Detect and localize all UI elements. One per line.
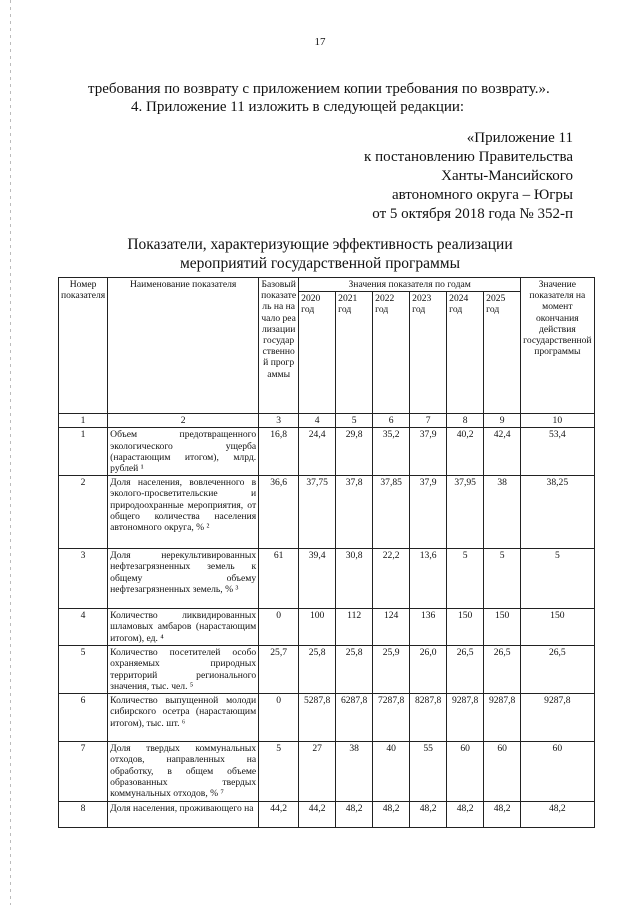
row-2021: 112 <box>336 609 373 646</box>
row-2022: 40 <box>373 742 410 802</box>
row-2020: 44,2 <box>299 802 336 828</box>
col-number: 9 <box>484 414 521 428</box>
row-name: Доля населения, проживающего на <box>108 802 259 828</box>
header-year-2022: 2022 год <box>373 292 410 414</box>
row-base: 16,8 <box>259 428 299 476</box>
row-name: Количество выпущенной молоди сибирского осетра (нарастающим итогом), тыс. шт. ⁶ <box>108 694 259 742</box>
title-line-2: мероприятий государственной программы <box>179 255 461 272</box>
row-number: 6 <box>59 694 108 742</box>
col-number: 1 <box>59 414 108 428</box>
table-row <box>59 609 595 646</box>
header-year-2021: 2021 год <box>336 292 373 414</box>
row-number: 3 <box>59 549 108 609</box>
row-2020: 25,8 <box>299 646 336 694</box>
column-numbers-row <box>59 414 595 428</box>
header-final: Значение показателя на момент окончания действия государственной программы <box>521 278 594 414</box>
table-row <box>59 476 595 549</box>
appendix-line-1: «Приложение 11 <box>466 130 573 146</box>
row-2020: 37,75 <box>299 476 336 549</box>
row-2025: 9287,8 <box>484 694 521 742</box>
row-2021: 48,2 <box>336 802 373 828</box>
row-2025: 60 <box>484 742 521 802</box>
row-2021: 25,8 <box>336 646 373 694</box>
row-name: Количество посетителей особо охраняемых природных территорий регионального значения, тыс. чел. ⁵ <box>108 646 259 694</box>
appendix-line-4: автономного округа – Югры <box>391 187 573 203</box>
table-row <box>59 428 595 476</box>
row-2024: 37,95 <box>447 476 484 549</box>
row-final: 26,5 <box>521 646 594 694</box>
header-name: Наименование показателя <box>108 278 259 414</box>
appendix-line-3: Ханты-Мансийского <box>441 168 573 184</box>
row-2021: 37,8 <box>336 476 373 549</box>
row-2023: 13,6 <box>410 549 447 609</box>
row-2024: 9287,8 <box>447 694 484 742</box>
table-row <box>59 694 595 742</box>
row-2024: 150 <box>447 609 484 646</box>
row-number: 7 <box>59 742 108 802</box>
intro-line-2: 4. Приложение 11 изложить в следующей редакции: <box>131 99 465 115</box>
row-2024: 48,2 <box>447 802 484 828</box>
row-number: 1 <box>59 428 108 476</box>
table-row <box>59 802 595 828</box>
scan-edge <box>10 0 11 905</box>
col-number: 10 <box>521 414 594 428</box>
row-2022: 37,85 <box>373 476 410 549</box>
row-number: 5 <box>59 646 108 694</box>
page-number: 17 <box>314 36 326 48</box>
intro-line-1: требования по возврату с приложением копии требования по возврату.». <box>88 81 550 97</box>
appendix-line-5: от 5 октября 2018 года № 352-п <box>372 206 573 222</box>
col-number: 8 <box>447 414 484 428</box>
row-2024: 40,2 <box>447 428 484 476</box>
row-2022: 7287,8 <box>373 694 410 742</box>
header-row-1 <box>59 278 595 292</box>
row-name: Доля нерекультивированных нефтезагрязненных земель к общему объему нефтезагрязненных земель, % ³ <box>108 549 259 609</box>
header-number: Номер показателя <box>59 278 108 414</box>
row-final: 60 <box>521 742 594 802</box>
row-final: 9287,8 <box>521 694 594 742</box>
row-2022: 22,2 <box>373 549 410 609</box>
header-year-2020: 2020 год <box>299 292 336 414</box>
table-row <box>59 549 595 609</box>
row-final: 5 <box>521 549 594 609</box>
row-2021: 30,8 <box>336 549 373 609</box>
row-base: 36,6 <box>259 476 299 549</box>
header-year-2025: 2025 год <box>484 292 521 414</box>
row-2021: 6287,8 <box>336 694 373 742</box>
col-number: 3 <box>259 414 299 428</box>
col-number: 5 <box>336 414 373 428</box>
row-name: Количество ликвидированных шламовых амбаров (нарастающим итогом), ед. ⁴ <box>108 609 259 646</box>
row-2025: 26,5 <box>484 646 521 694</box>
row-base: 25,7 <box>259 646 299 694</box>
row-base: 0 <box>259 609 299 646</box>
row-base: 44,2 <box>259 802 299 828</box>
col-number: 2 <box>108 414 259 428</box>
row-final: 53,4 <box>521 428 594 476</box>
table-row <box>59 646 595 694</box>
row-2023: 48,2 <box>410 802 447 828</box>
row-base: 5 <box>259 742 299 802</box>
row-2025: 150 <box>484 609 521 646</box>
row-number: 8 <box>59 802 108 828</box>
row-number: 2 <box>59 476 108 549</box>
row-2024: 5 <box>447 549 484 609</box>
row-name: Объем предотвращенного экологического ущерба (нарастающим итогом), млрд. рублей ¹ <box>108 428 259 476</box>
appendix-line-2: к постановлению Правительства <box>364 149 573 165</box>
row-2020: 24,4 <box>299 428 336 476</box>
row-number: 4 <box>59 609 108 646</box>
row-2020: 27 <box>299 742 336 802</box>
title-line-1: Показатели, характеризующие эффективность реализации <box>127 236 513 253</box>
row-2020: 100 <box>299 609 336 646</box>
row-2023: 37,9 <box>410 476 447 549</box>
row-2022: 48,2 <box>373 802 410 828</box>
row-2025: 38 <box>484 476 521 549</box>
row-2023: 37,9 <box>410 428 447 476</box>
row-2025: 48,2 <box>484 802 521 828</box>
row-2020: 5287,8 <box>299 694 336 742</box>
row-base: 61 <box>259 549 299 609</box>
row-2022: 25,9 <box>373 646 410 694</box>
col-number: 7 <box>410 414 447 428</box>
row-final: 38,25 <box>521 476 594 549</box>
row-2025: 42,4 <box>484 428 521 476</box>
header-years-group: Значения показателя по годам <box>299 278 521 292</box>
row-final: 48,2 <box>521 802 594 828</box>
header-base: Базовый показатель на начало реализации государственной программы <box>259 278 299 414</box>
row-2024: 26,5 <box>447 646 484 694</box>
row-2023: 8287,8 <box>410 694 447 742</box>
header-year-2024: 2024 год <box>447 292 484 414</box>
row-2021: 29,8 <box>336 428 373 476</box>
col-number: 4 <box>299 414 336 428</box>
row-2020: 39,4 <box>299 549 336 609</box>
row-2022: 35,2 <box>373 428 410 476</box>
row-2021: 38 <box>336 742 373 802</box>
row-2022: 124 <box>373 609 410 646</box>
row-final: 150 <box>521 609 594 646</box>
row-2024: 60 <box>447 742 484 802</box>
indicators-table <box>58 277 595 828</box>
row-base: 0 <box>259 694 299 742</box>
row-name: Доля населения, вовлеченного в эколого-просветительские и природоохранные мероприятия, от общего количества населения автономного округа, % ² <box>108 476 259 549</box>
row-2023: 26,0 <box>410 646 447 694</box>
col-number: 6 <box>373 414 410 428</box>
table-row <box>59 742 595 802</box>
row-name: Доля твердых коммунальных отходов, направленных на обработку, в общем объеме образованных твердых коммунальных отходов, % ⁷ <box>108 742 259 802</box>
header-year-2023: 2023 год <box>410 292 447 414</box>
row-2023: 55 <box>410 742 447 802</box>
row-2023: 136 <box>410 609 447 646</box>
row-2025: 5 <box>484 549 521 609</box>
